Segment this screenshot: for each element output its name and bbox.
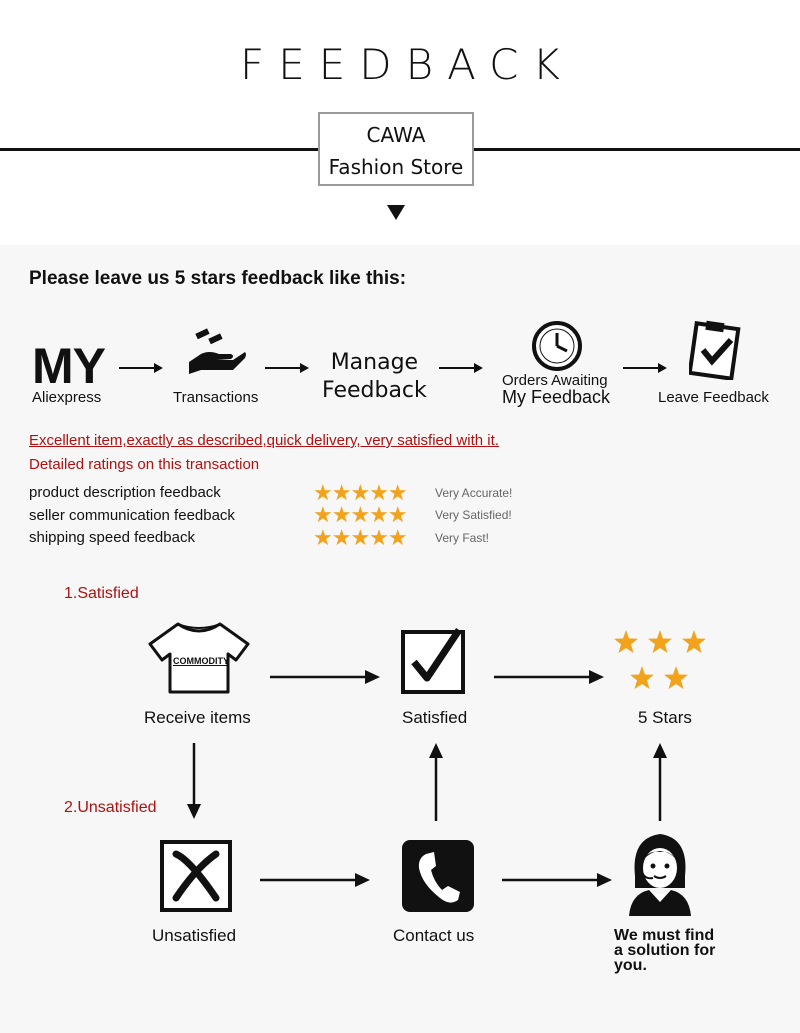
transactions-label: Transactions [173,389,259,406]
rating-note-shipping: Very Fast! [435,531,490,545]
leave-feedback-label: Leave Feedback [658,389,769,406]
receive-items-label: Receive items [144,708,251,727]
five-stars-label: 5 Stars [638,708,692,727]
support-agent-icon [627,828,693,916]
solution-line3: you. [614,957,647,974]
satisfied-heading: 1.Satisfied [64,585,139,602]
arrow-right-icon [118,360,164,376]
arrow-right-icon [501,870,613,890]
rating-stars-communication: ★★★★★ [313,502,407,527]
instruction-heading: Please leave us 5 stars feedback like this: [29,268,407,289]
contact-us-label: Contact us [393,926,475,945]
arrow-up-icon [650,742,670,822]
header-rule-left [0,148,318,151]
clipboard-check-icon [689,320,743,380]
manage-feedback-label [322,349,427,405]
arrow-right-icon [622,360,668,376]
store-name-box [318,112,474,186]
detailed-ratings-heading: Detailed ratings on this transaction [29,456,260,473]
rating-label-communication: seller communication feedback [29,507,235,524]
rating-label-shipping: shipping speed feedback [29,529,195,546]
arrow-right-icon [269,667,381,687]
arrow-right-icon [264,360,310,376]
rating-stars-description: ★★★★★ [313,480,407,505]
example-comment: Excellent item,exactly as described,quick delivery, very satisfied with it. [29,432,499,449]
arrow-right-icon [259,870,371,890]
rating-note-description: Very Accurate! [435,486,513,500]
phone-icon [402,840,474,912]
solution-line2: a solution for [614,942,716,959]
my-feedback-label: My Feedback [502,387,611,407]
unsatisfied-heading: 2.Unsatisfied [64,799,157,816]
payment-hand-icon [187,328,247,376]
page-title: FEEDBACK [240,40,574,89]
manage-line2: Feedback [322,378,427,403]
clock-icon [531,320,583,372]
checkbox-checked-icon [399,626,471,694]
arrow-down-icon [184,742,204,820]
aliexpress-label: Aliexpress [32,389,102,406]
down-triangle-icon [387,205,405,220]
rating-note-communication: Very Satisfied! [435,508,512,522]
store-name-line2: Fashion Store [328,155,464,179]
x-box-icon [160,840,232,912]
commodity-tag: COMMODITY [173,656,229,666]
solution-line1: We must find [614,927,715,944]
arrow-up-icon [426,742,446,822]
rating-label-description: product description feedback [29,484,221,501]
my-logo-text: MY [32,338,105,394]
satisfied-label: Satisfied [402,708,468,727]
store-name-line1: CAWA [366,123,426,147]
header-rule-right [474,148,800,151]
arrow-right-icon [438,360,484,376]
orders-awaiting-label: Orders Awaiting [502,372,608,389]
solution-text [614,928,715,973]
manage-line1: Manage [330,350,419,375]
rating-stars-shipping: ★★★★★ [313,525,407,550]
arrow-right-icon [493,667,605,687]
unsatisfied-label: Unsatisfied [152,926,237,945]
five-stars-icon [612,628,710,696]
